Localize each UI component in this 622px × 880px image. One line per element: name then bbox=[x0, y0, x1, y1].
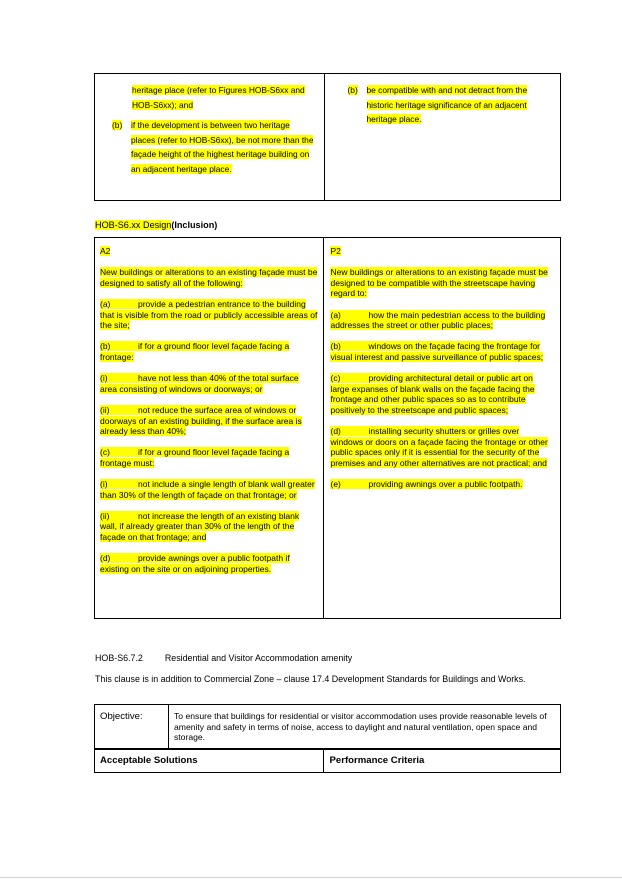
p2-item-label: (a) bbox=[330, 309, 341, 320]
a2-item bbox=[100, 299, 317, 331]
objective-text: To ensure that buildings for residential or visitor accommodation uses provide reasonable levels of amenity and safety in terms of noise, access to daylight and natural ventilation, open space and storage. bbox=[174, 711, 547, 743]
objective-text-cell bbox=[169, 705, 561, 749]
heritage-item-text: if the development is between two heritage places (refer to HOB-S6xx), be not more than the façade height of the highest heritage building on an adjacent heritage place. bbox=[131, 120, 314, 174]
p2-item-text: providing architectural detail or public art on large expanses of blank walls on the façade facing the frontage and other public spaces so as to contribute positively to the streetscape and public spaces; bbox=[330, 373, 535, 415]
p2-item-text: installing security shutters or grilles over windows or doors on a façade facing the frontage or other public spaces only if it is essential for the security of the premises and any other alternatives are not practical; and bbox=[330, 426, 548, 468]
p2-item-text: windows on the façade facing the frontage for visual interest and passive surveillance of public spaces; bbox=[330, 341, 544, 362]
a2-item-text: provide awnings over a public footpath if existing on the site or on adjoining properties. bbox=[100, 553, 290, 574]
heritage-table bbox=[94, 73, 561, 201]
page-bottom-edge bbox=[0, 877, 622, 878]
heritage-right-label: (b) bbox=[347, 85, 358, 95]
a2-item-text: if for a ground floor level façade facing a frontage must: bbox=[100, 447, 290, 468]
a2-item bbox=[100, 553, 317, 574]
p2-title: P2 bbox=[330, 246, 341, 256]
a2-item-text: if for a ground floor level façade facing a frontage: bbox=[100, 341, 290, 362]
a2-item-text: provide a pedestrian entrance to the building that is visible from the road or publicly accessible areas of the site; bbox=[100, 298, 318, 331]
acceptable-solutions-header: Acceptable Solutions bbox=[100, 755, 198, 766]
a2-item-text: not reduce the surface area of windows or doorways of an existing building, if the surface area is already less than 40%; bbox=[100, 404, 302, 437]
heritage-left-cell bbox=[95, 74, 325, 201]
a2-item-label: (a) bbox=[100, 298, 111, 309]
heritage-continuation-text: heritage place (refer to Figures HOB-S6xx and HOB-S6xx); and bbox=[132, 85, 305, 110]
p2-item-label: (d) bbox=[330, 426, 341, 437]
heritage-right-cell bbox=[324, 74, 561, 201]
a2-item-label: (ii) bbox=[100, 510, 110, 521]
performance-criteria-header-cell bbox=[324, 750, 561, 773]
p2-item-text: how the main pedestrian access to the building addresses the street or other public places; bbox=[330, 309, 546, 331]
acceptable-solution-cell bbox=[95, 238, 324, 619]
design-heading-note: (Inclusion) bbox=[171, 220, 218, 230]
a2-item-label: (i) bbox=[100, 373, 108, 384]
performance-criteria-cell bbox=[324, 238, 561, 619]
design-table bbox=[94, 237, 561, 619]
objective-label: Objective: bbox=[100, 711, 143, 722]
a2-item-label: (c) bbox=[100, 447, 110, 458]
a2-item bbox=[100, 341, 317, 362]
p2-item bbox=[330, 341, 552, 362]
p2-item-text: providing awnings over a public footpath. bbox=[368, 479, 523, 490]
a2-item bbox=[100, 405, 317, 437]
p2-item bbox=[330, 310, 552, 331]
a2-item bbox=[100, 479, 317, 500]
heritage-item-label: (b) bbox=[112, 120, 123, 131]
section-intro: This clause is in addition to Commercial Zone – clause 17.4 Development Standards for Buildings and Works. bbox=[95, 674, 526, 684]
p2-item bbox=[330, 479, 552, 490]
p2-item-label: (b) bbox=[330, 341, 341, 352]
p2-item-label: (c) bbox=[330, 373, 341, 384]
p2-item bbox=[330, 373, 552, 415]
p2-item-label: (e) bbox=[330, 479, 341, 490]
section-heading bbox=[95, 652, 352, 664]
column-header-table bbox=[94, 749, 561, 773]
objective-table bbox=[94, 704, 561, 749]
a2-item-label: (i) bbox=[100, 479, 108, 490]
a2-intro: New buildings or alterations to an existing façade must be designed to satisfy all of the following: bbox=[100, 267, 318, 288]
section-title: Residential and Visitor Accommodation amenity bbox=[164, 653, 353, 663]
design-heading-code: HOB-S6.xx Design bbox=[95, 220, 172, 230]
a2-title: A2 bbox=[100, 246, 111, 256]
a2-item-text: have not less than 40% of the total surface area consisting of windows or doorways; or bbox=[100, 373, 299, 394]
a2-item bbox=[100, 373, 317, 394]
a2-item-label: (b) bbox=[100, 341, 111, 352]
design-heading bbox=[95, 220, 217, 230]
performance-criteria-header: Performance Criteria bbox=[329, 755, 425, 766]
p2-item bbox=[330, 426, 552, 468]
p2-intro: New buildings or alterations to an existing façade must be designed to be compatible with the streetscape having regard to: bbox=[330, 267, 548, 299]
a2-item bbox=[100, 511, 317, 543]
a2-item-text: not increase the length of an existing blank wall, if already greater than 30% of the length of the façade on that frontage; and bbox=[100, 510, 300, 543]
a2-item-label: (d) bbox=[100, 553, 111, 564]
a2-item-label: (ii) bbox=[100, 404, 110, 415]
a2-item-text: not include a single length of blank wall greater than 30% of the length of façade on that frontage; or bbox=[100, 479, 315, 500]
section-number: HOB-S6.7.2 bbox=[95, 653, 143, 663]
objective-label-cell bbox=[95, 705, 169, 749]
acceptable-solutions-header-cell bbox=[95, 750, 324, 773]
a2-item bbox=[100, 447, 317, 468]
heritage-right-text: be compatible with and not detract from the historic heritage significance of an adjacent heritage place. bbox=[366, 85, 528, 125]
